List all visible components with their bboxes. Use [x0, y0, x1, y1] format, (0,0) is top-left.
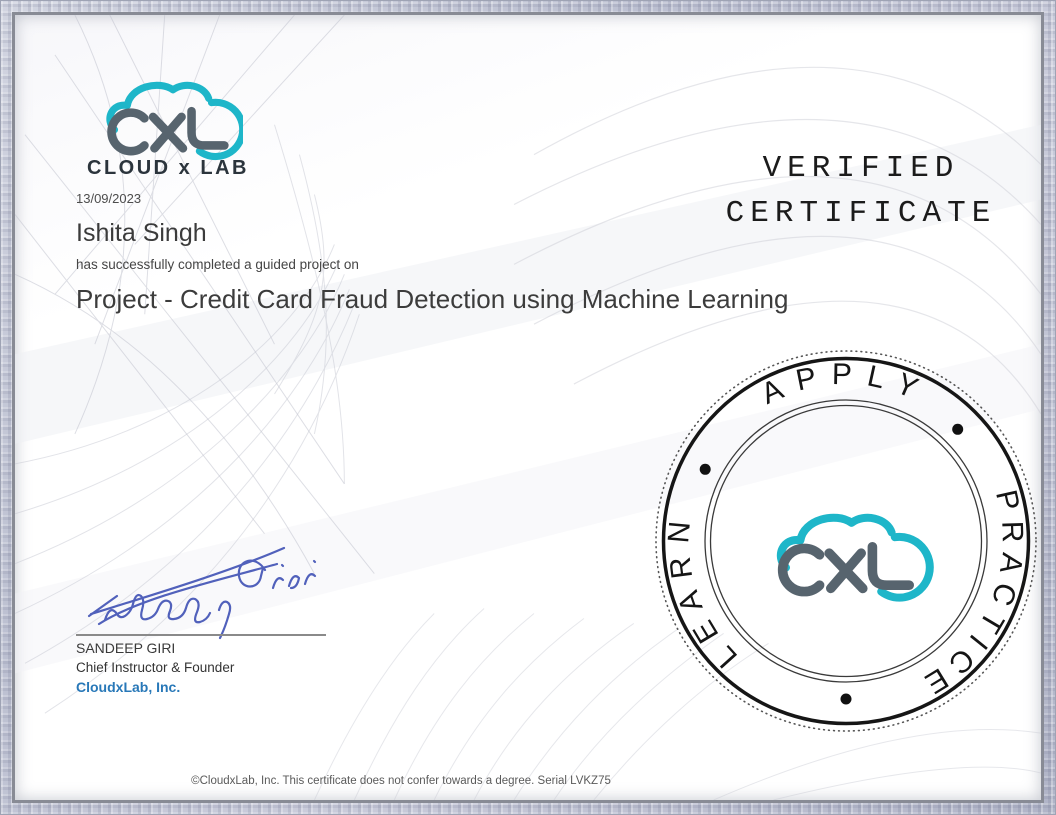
- brand-wordmark: CLOUD x LAB: [87, 157, 249, 179]
- completion-text: has successfully completed a guided project on: [76, 257, 359, 272]
- signature-image: [69, 536, 341, 646]
- seal-dot-bottom: [841, 694, 852, 705]
- seal-inner-ring-inner: [711, 406, 982, 677]
- verified-line: VERIFIED: [762, 151, 960, 186]
- seal-center-logo-icon: [781, 518, 930, 598]
- signature-divider: [76, 634, 326, 636]
- seal-dot-left: [700, 464, 711, 475]
- signer-role: Chief Instructor & Founder: [76, 660, 235, 675]
- signer-name: SANDEEP GIRI: [76, 640, 176, 656]
- issue-date: 13/09/2023: [76, 191, 142, 206]
- certificate-line: CERTIFICATE: [725, 196, 997, 231]
- recipient-name: Ishita Singh: [76, 219, 207, 247]
- signer-org-link[interactable]: CloudxLab, Inc.: [76, 679, 181, 695]
- seal-word-practice: PRACTICE: [911, 487, 1030, 705]
- seal-dot-top-right: [952, 424, 963, 435]
- seal-inner-ring-outer: [705, 400, 987, 682]
- certificate-paper: [12, 12, 1044, 803]
- seal-word-apply: APPLY: [756, 357, 936, 411]
- course-title: Project - Credit Card Fraud Detection using Machine Learning: [76, 284, 789, 314]
- learn-apply-practice-seal: [646, 341, 1044, 741]
- footer-disclaimer: ©CloudxLab, Inc. This certificate does not confer towards a degree. Serial LVKZ75: [191, 775, 611, 787]
- seal-dotted-ring: [656, 351, 1036, 731]
- seal-word-learn: LEARN: [662, 508, 744, 675]
- cloudxlab-logo-icon: [93, 57, 243, 164]
- verified-certificate-header: [681, 146, 1041, 236]
